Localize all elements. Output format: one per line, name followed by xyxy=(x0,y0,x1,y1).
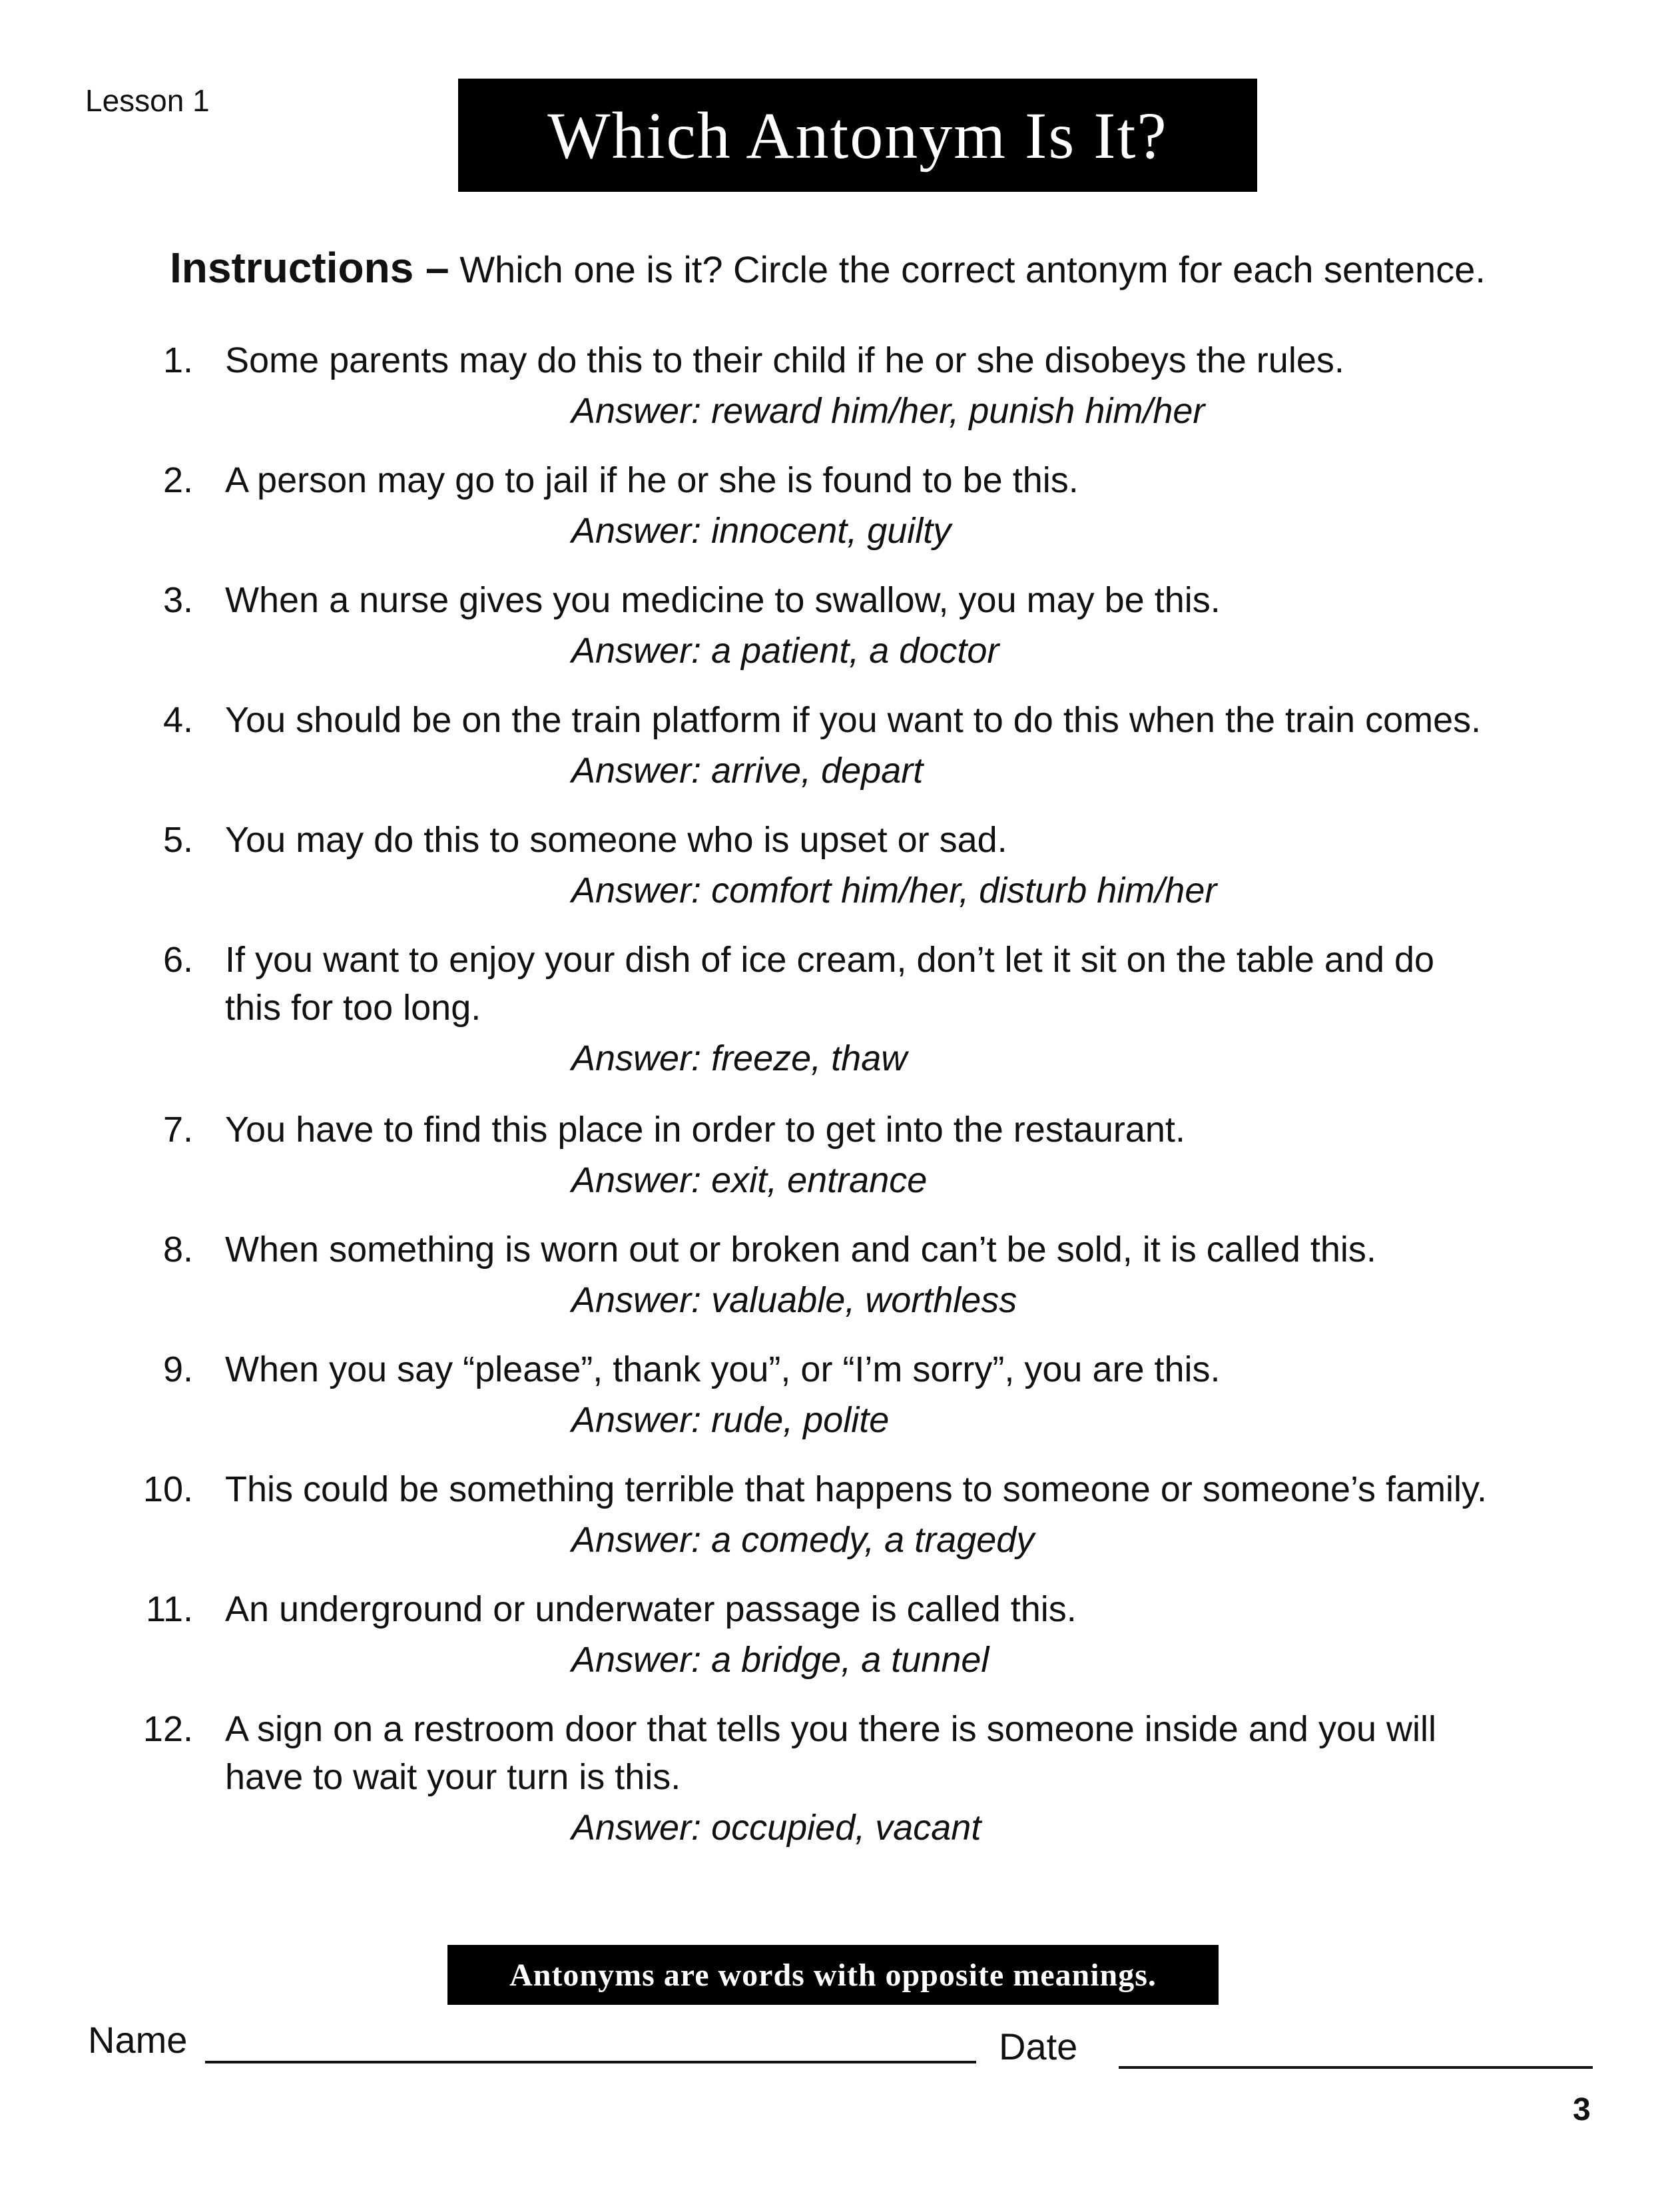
question-number: 12. xyxy=(142,1709,193,1749)
answer-choices: Answer: valuable, worthless xyxy=(571,1280,1017,1320)
question-number: 3. xyxy=(162,580,193,620)
question-number: 6. xyxy=(162,940,193,980)
question-text: You have to find this place in order to get into the restaurant. xyxy=(225,1110,1185,1150)
date-field[interactable] xyxy=(1119,2066,1593,2069)
question-text: When a nurse gives you medicine to swallow, you may be this. xyxy=(225,580,1221,620)
question-text: You should be on the train platform if you want to do this when the train comes. xyxy=(225,700,1482,740)
question-text: A sign on a restroom door that tells you there is someone inside and you will xyxy=(225,1709,1436,1749)
question-text: If you want to enjoy your dish of ice cream, don’t let it sit on the table and do xyxy=(225,940,1435,980)
answer-choices: Answer: comfort him/her, disturb him/her xyxy=(571,871,1217,911)
answer-choices: Answer: occupied, vacant xyxy=(571,1808,981,1848)
question-number: 2. xyxy=(162,460,193,500)
page-number: 3 xyxy=(1573,2092,1591,2127)
answer-choices: Answer: exit, entrance xyxy=(571,1160,928,1200)
answer-choices: Answer: a comedy, a tragedy xyxy=(571,1520,1035,1560)
question-number: 11. xyxy=(145,1589,193,1629)
question-text: Some parents may do this to their child if he or she disobeys the rules. xyxy=(225,340,1344,380)
name-field[interactable] xyxy=(205,2061,976,2063)
answer-choices: Answer: reward him/her, punish him/her xyxy=(571,391,1205,431)
antonym-definition-note: Antonyms are words with opposite meanings. xyxy=(447,1945,1219,2005)
question-number: 7. xyxy=(162,1110,193,1150)
question-number: 8. xyxy=(162,1230,193,1270)
answer-choices: Answer: innocent, guilty xyxy=(571,511,952,551)
instructions-text: Which one is it? Circle the correct antonym for each sentence. xyxy=(459,248,1486,290)
answer-choices: Answer: a bridge, a tunnel xyxy=(571,1640,989,1680)
instructions-label: Instructions – xyxy=(170,244,449,292)
answer-choices: Answer: a patient, a doctor xyxy=(571,631,999,671)
question-number: 4. xyxy=(162,700,193,740)
question-text: When you say “please”, thank you”, or “I’m sorry”, you are this. xyxy=(225,1349,1221,1389)
question-number: 10. xyxy=(142,1469,193,1509)
question-number: 5. xyxy=(162,820,193,860)
question-text: An underground or underwater passage is called this. xyxy=(225,1589,1077,1629)
question-number: 1. xyxy=(162,340,193,380)
page-title: Which Antonym Is It? xyxy=(458,79,1257,192)
answer-choices: Answer: arrive, depart xyxy=(571,751,924,791)
question-text: You may do this to someone who is upset or sad. xyxy=(225,820,1007,860)
answer-choices: Answer: freeze, thaw xyxy=(571,1038,908,1078)
instructions xyxy=(170,243,1486,292)
question-text-continued: this for too long. xyxy=(225,988,481,1028)
question-text: This could be something terrible that happens to someone or someone’s family. xyxy=(225,1469,1488,1509)
answer-choices: Answer: rude, polite xyxy=(571,1400,890,1440)
name-label: Name xyxy=(88,2019,188,2061)
question-text: When something is worn out or broken and can’t be sold, it is called this. xyxy=(225,1230,1376,1270)
question-text-continued: have to wait your turn is this. xyxy=(225,1757,681,1797)
lesson-label: Lesson 1 xyxy=(85,83,210,118)
question-text: A person may go to jail if he or she is found to be this. xyxy=(225,460,1079,500)
question-number: 9. xyxy=(162,1349,193,1389)
date-label: Date xyxy=(999,2025,1078,2067)
